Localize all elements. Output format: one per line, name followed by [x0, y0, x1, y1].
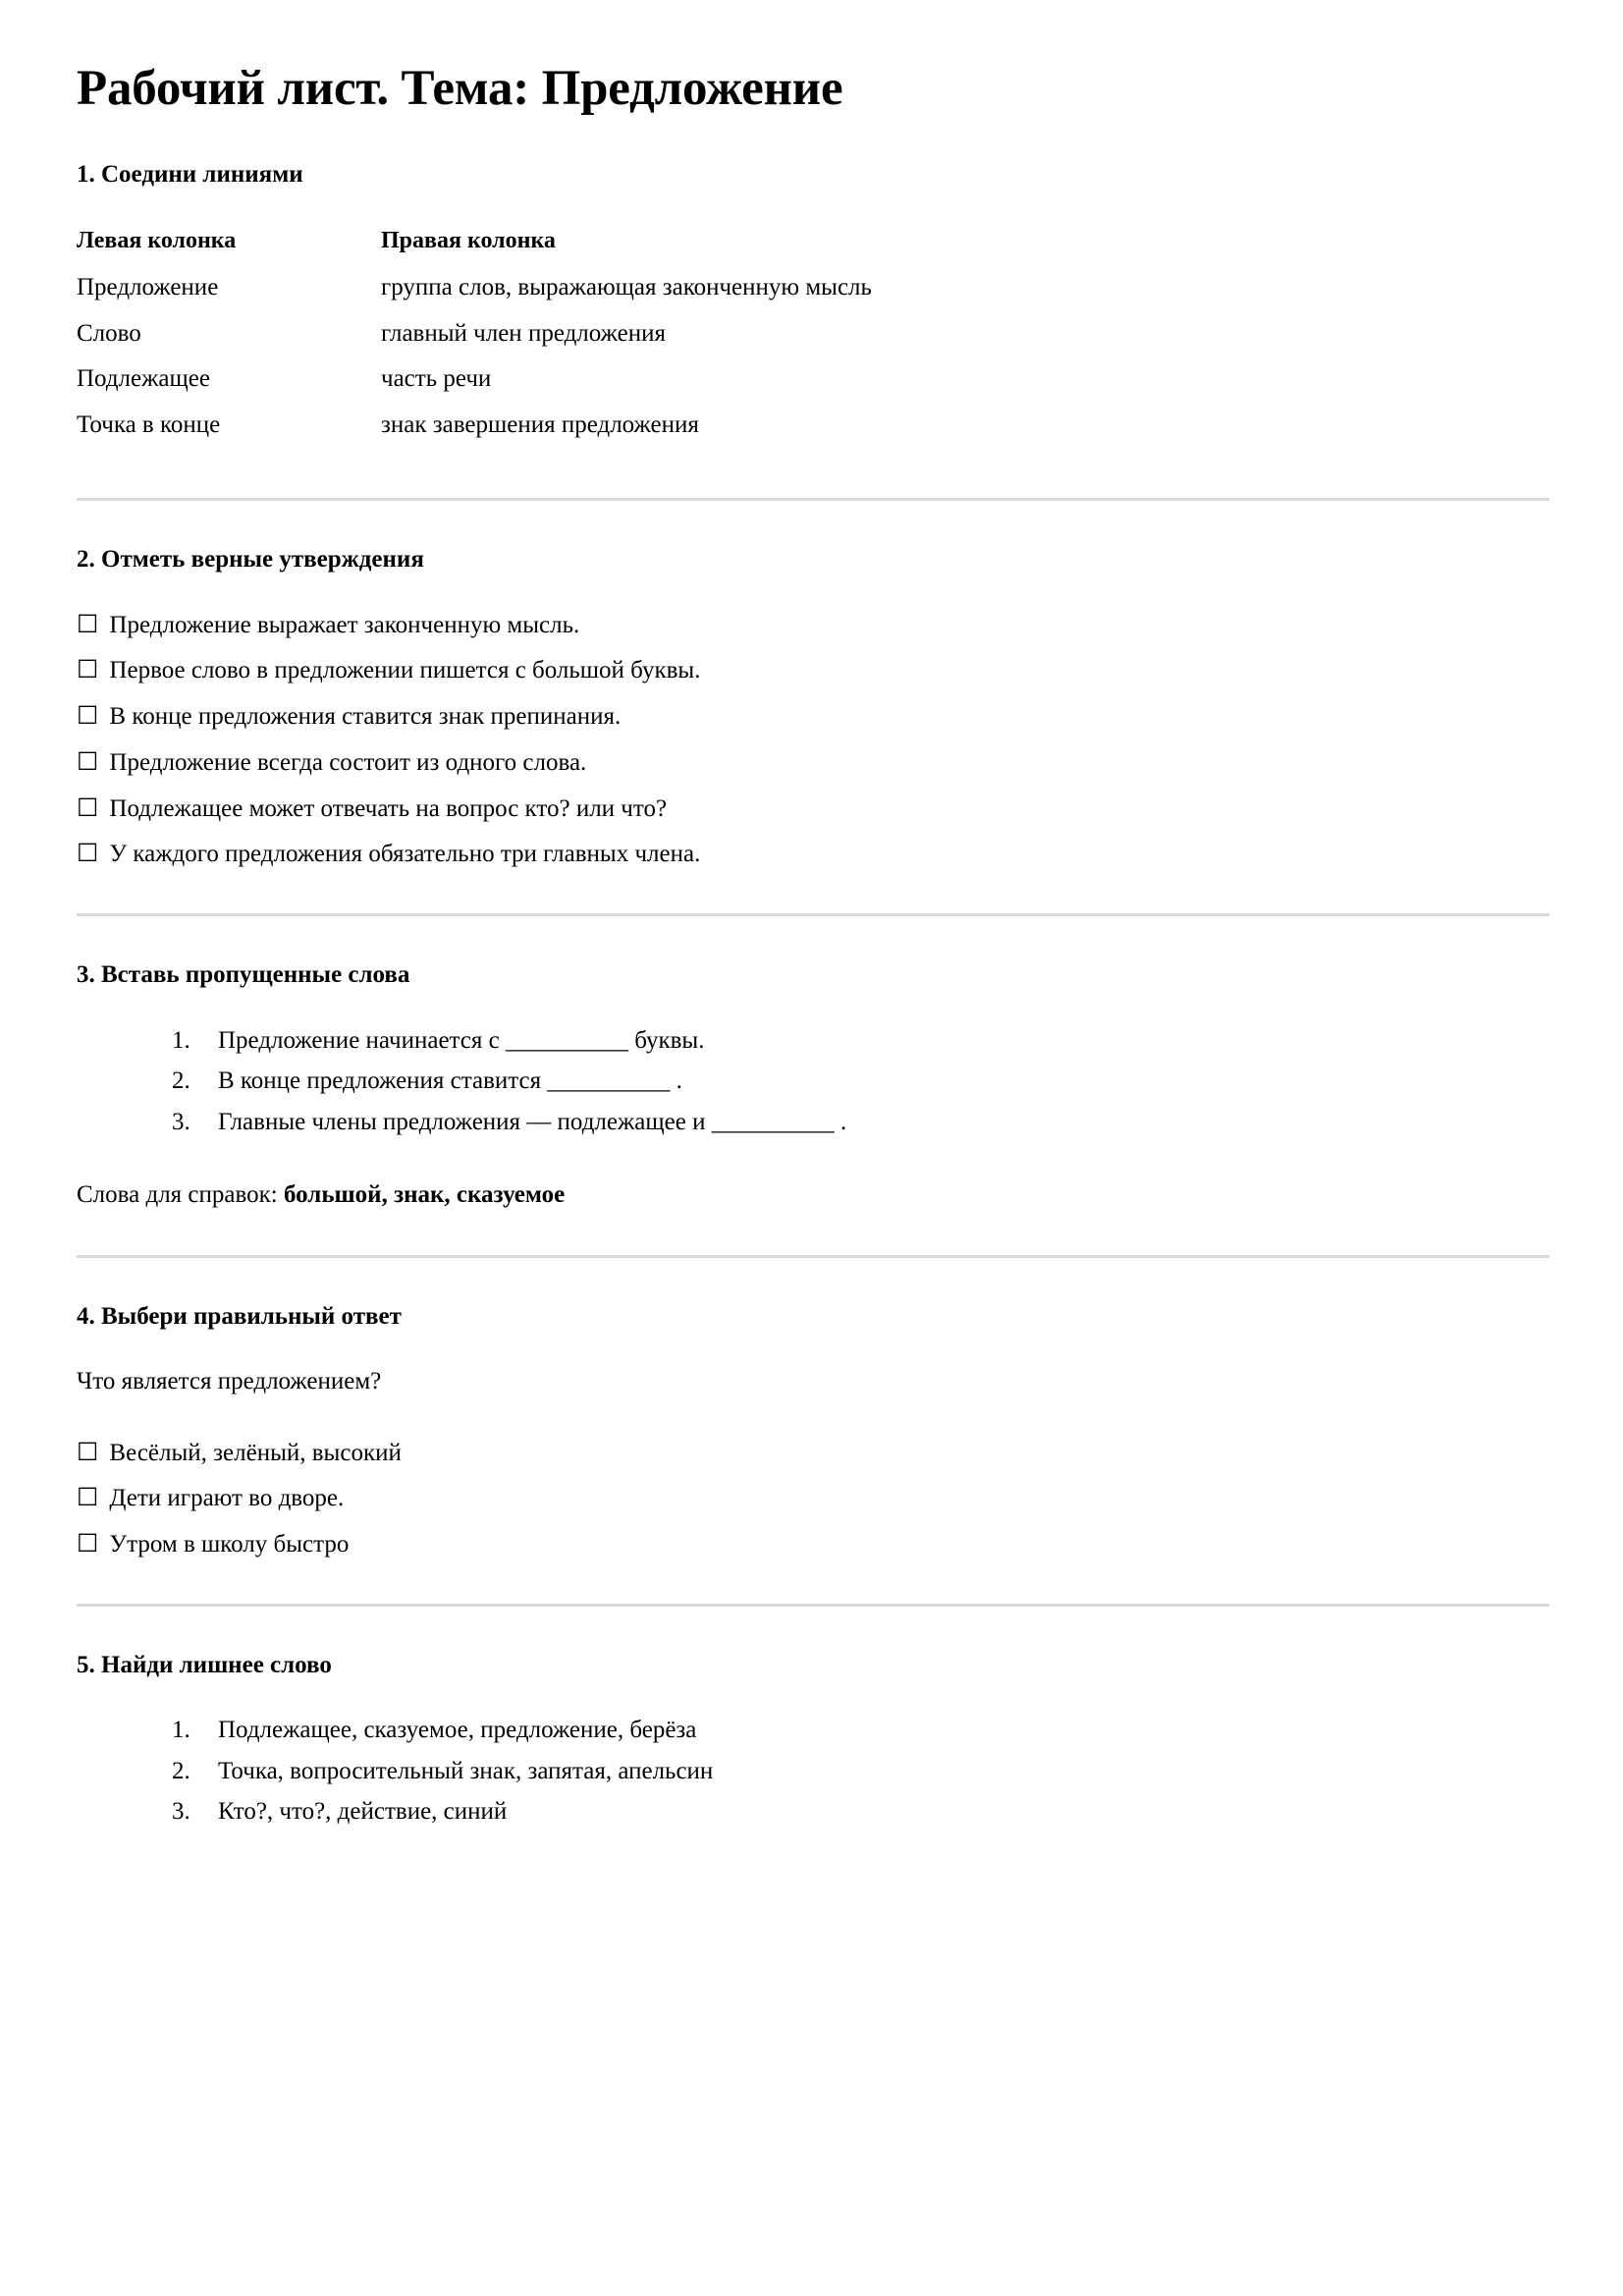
answer-options-list [77, 1438, 1549, 1560]
task-4-prompt: Что является предложением? [77, 1368, 382, 1395]
checkbox-icon[interactable]: ☐ [77, 793, 99, 822]
option-label: Утром в школу быстро [109, 1531, 350, 1558]
list-item[interactable] [77, 1438, 1549, 1469]
reference-words-line [77, 1179, 1549, 1212]
checkbox-icon[interactable]: ☐ [77, 655, 99, 684]
matching-definition[interactable]: часть речи [381, 365, 492, 393]
list-item[interactable]: 3. Кто?, что?, действие, синий [196, 1796, 1549, 1829]
page-title: Рабочий лист. Тема: Предложение [77, 61, 843, 116]
checkbox-icon[interactable]: ☐ [77, 1483, 99, 1512]
list-item[interactable]: 1. Подлежащее, сказуемое, предложение, берёза [196, 1715, 1549, 1747]
option-label: Весёлый, зелёный, высокий [109, 1439, 402, 1466]
list-item[interactable] [77, 610, 1549, 641]
section-divider [77, 1604, 1549, 1607]
statement-label: Первое слово в предложении пишется с большой буквы. [109, 657, 701, 684]
statements-checklist [77, 610, 1549, 871]
checkbox-icon[interactable]: ☐ [77, 701, 99, 731]
task-1-section [77, 159, 1549, 455]
checkbox-icon[interactable]: ☐ [77, 1437, 99, 1466]
statement-label: Предложение выражает законченную мысль. [109, 611, 580, 638]
task-2-section [77, 544, 1549, 870]
matching-definition[interactable]: главный член предложения [381, 319, 666, 347]
matching-definition[interactable]: группа слов, выражающая законченную мысль [381, 274, 872, 301]
task-3-section [77, 959, 1549, 1212]
statement-label: В конце предложения ставится знак препинания. [109, 703, 622, 731]
list-item[interactable]: 3. Главные члены предложения — подлежащее и __________ . [196, 1107, 1549, 1139]
statement-label: У каждого предложения обязательно три главных члена. [109, 841, 701, 868]
matching-term[interactable]: Подлежащее [77, 365, 210, 393]
fill-in-blank-list [77, 1025, 1549, 1139]
matching-table [77, 225, 872, 455]
list-item[interactable] [77, 655, 1549, 686]
reference-words-label: Слова для справок: [77, 1181, 284, 1209]
statement-label: Предложение всегда состоит из одного слова. [109, 748, 587, 776]
matching-definition[interactable]: знак завершения предложения [381, 410, 699, 438]
matching-term[interactable]: Слово [77, 319, 141, 347]
checkbox-icon[interactable]: ☐ [77, 746, 99, 776]
task-4-section [77, 1301, 1549, 1560]
task-4-heading: 4. Выбери правильный ответ [77, 1302, 402, 1330]
matching-table-header-row [77, 225, 872, 272]
table-row [77, 272, 872, 318]
list-item[interactable]: 1. Предложение начинается с __________ буквы. [196, 1025, 1549, 1058]
task-3-heading: 3. Вставь пропущенные слова [77, 961, 410, 989]
section-divider [77, 913, 1549, 916]
table-row [77, 363, 872, 410]
task-5-section [77, 1650, 1549, 1829]
odd-one-out-list [77, 1715, 1549, 1829]
list-item[interactable] [77, 1483, 1549, 1514]
list-item[interactable] [77, 747, 1549, 779]
section-divider [77, 1255, 1549, 1258]
list-item[interactable] [77, 1529, 1549, 1560]
task-5-heading: 5. Найди лишнее слово [77, 1651, 332, 1678]
task-1-heading: 1. Соедини линиями [77, 161, 303, 189]
list-item[interactable]: 2. В конце предложения ставится __________ . [196, 1066, 1549, 1098]
table-row [77, 318, 872, 364]
matching-column-header-left: Левая колонка [77, 227, 237, 253]
task-2-heading: 2. Отметь верные утверждения [77, 546, 424, 574]
checkbox-icon[interactable]: ☐ [77, 609, 99, 638]
section-divider [77, 498, 1549, 501]
reference-words-values: большой, знак, сказуемое [283, 1181, 566, 1209]
list-item[interactable] [77, 793, 1549, 825]
checkbox-icon[interactable]: ☐ [77, 839, 99, 868]
statement-label: Подлежащее может отвечать на вопрос кто? или что? [109, 794, 668, 822]
list-item[interactable] [77, 701, 1549, 733]
list-item[interactable] [77, 839, 1549, 870]
checkbox-icon[interactable]: ☐ [77, 1529, 99, 1558]
matching-term[interactable]: Предложение [77, 274, 219, 301]
matching-column-header-right: Правая колонка [381, 227, 556, 253]
matching-term[interactable]: Точка в конце [77, 410, 221, 438]
option-label: Дети играют во дворе. [109, 1485, 345, 1512]
table-row [77, 410, 872, 456]
list-item[interactable]: 2. Точка, вопросительный знак, запятая, апельсин [196, 1756, 1549, 1788]
